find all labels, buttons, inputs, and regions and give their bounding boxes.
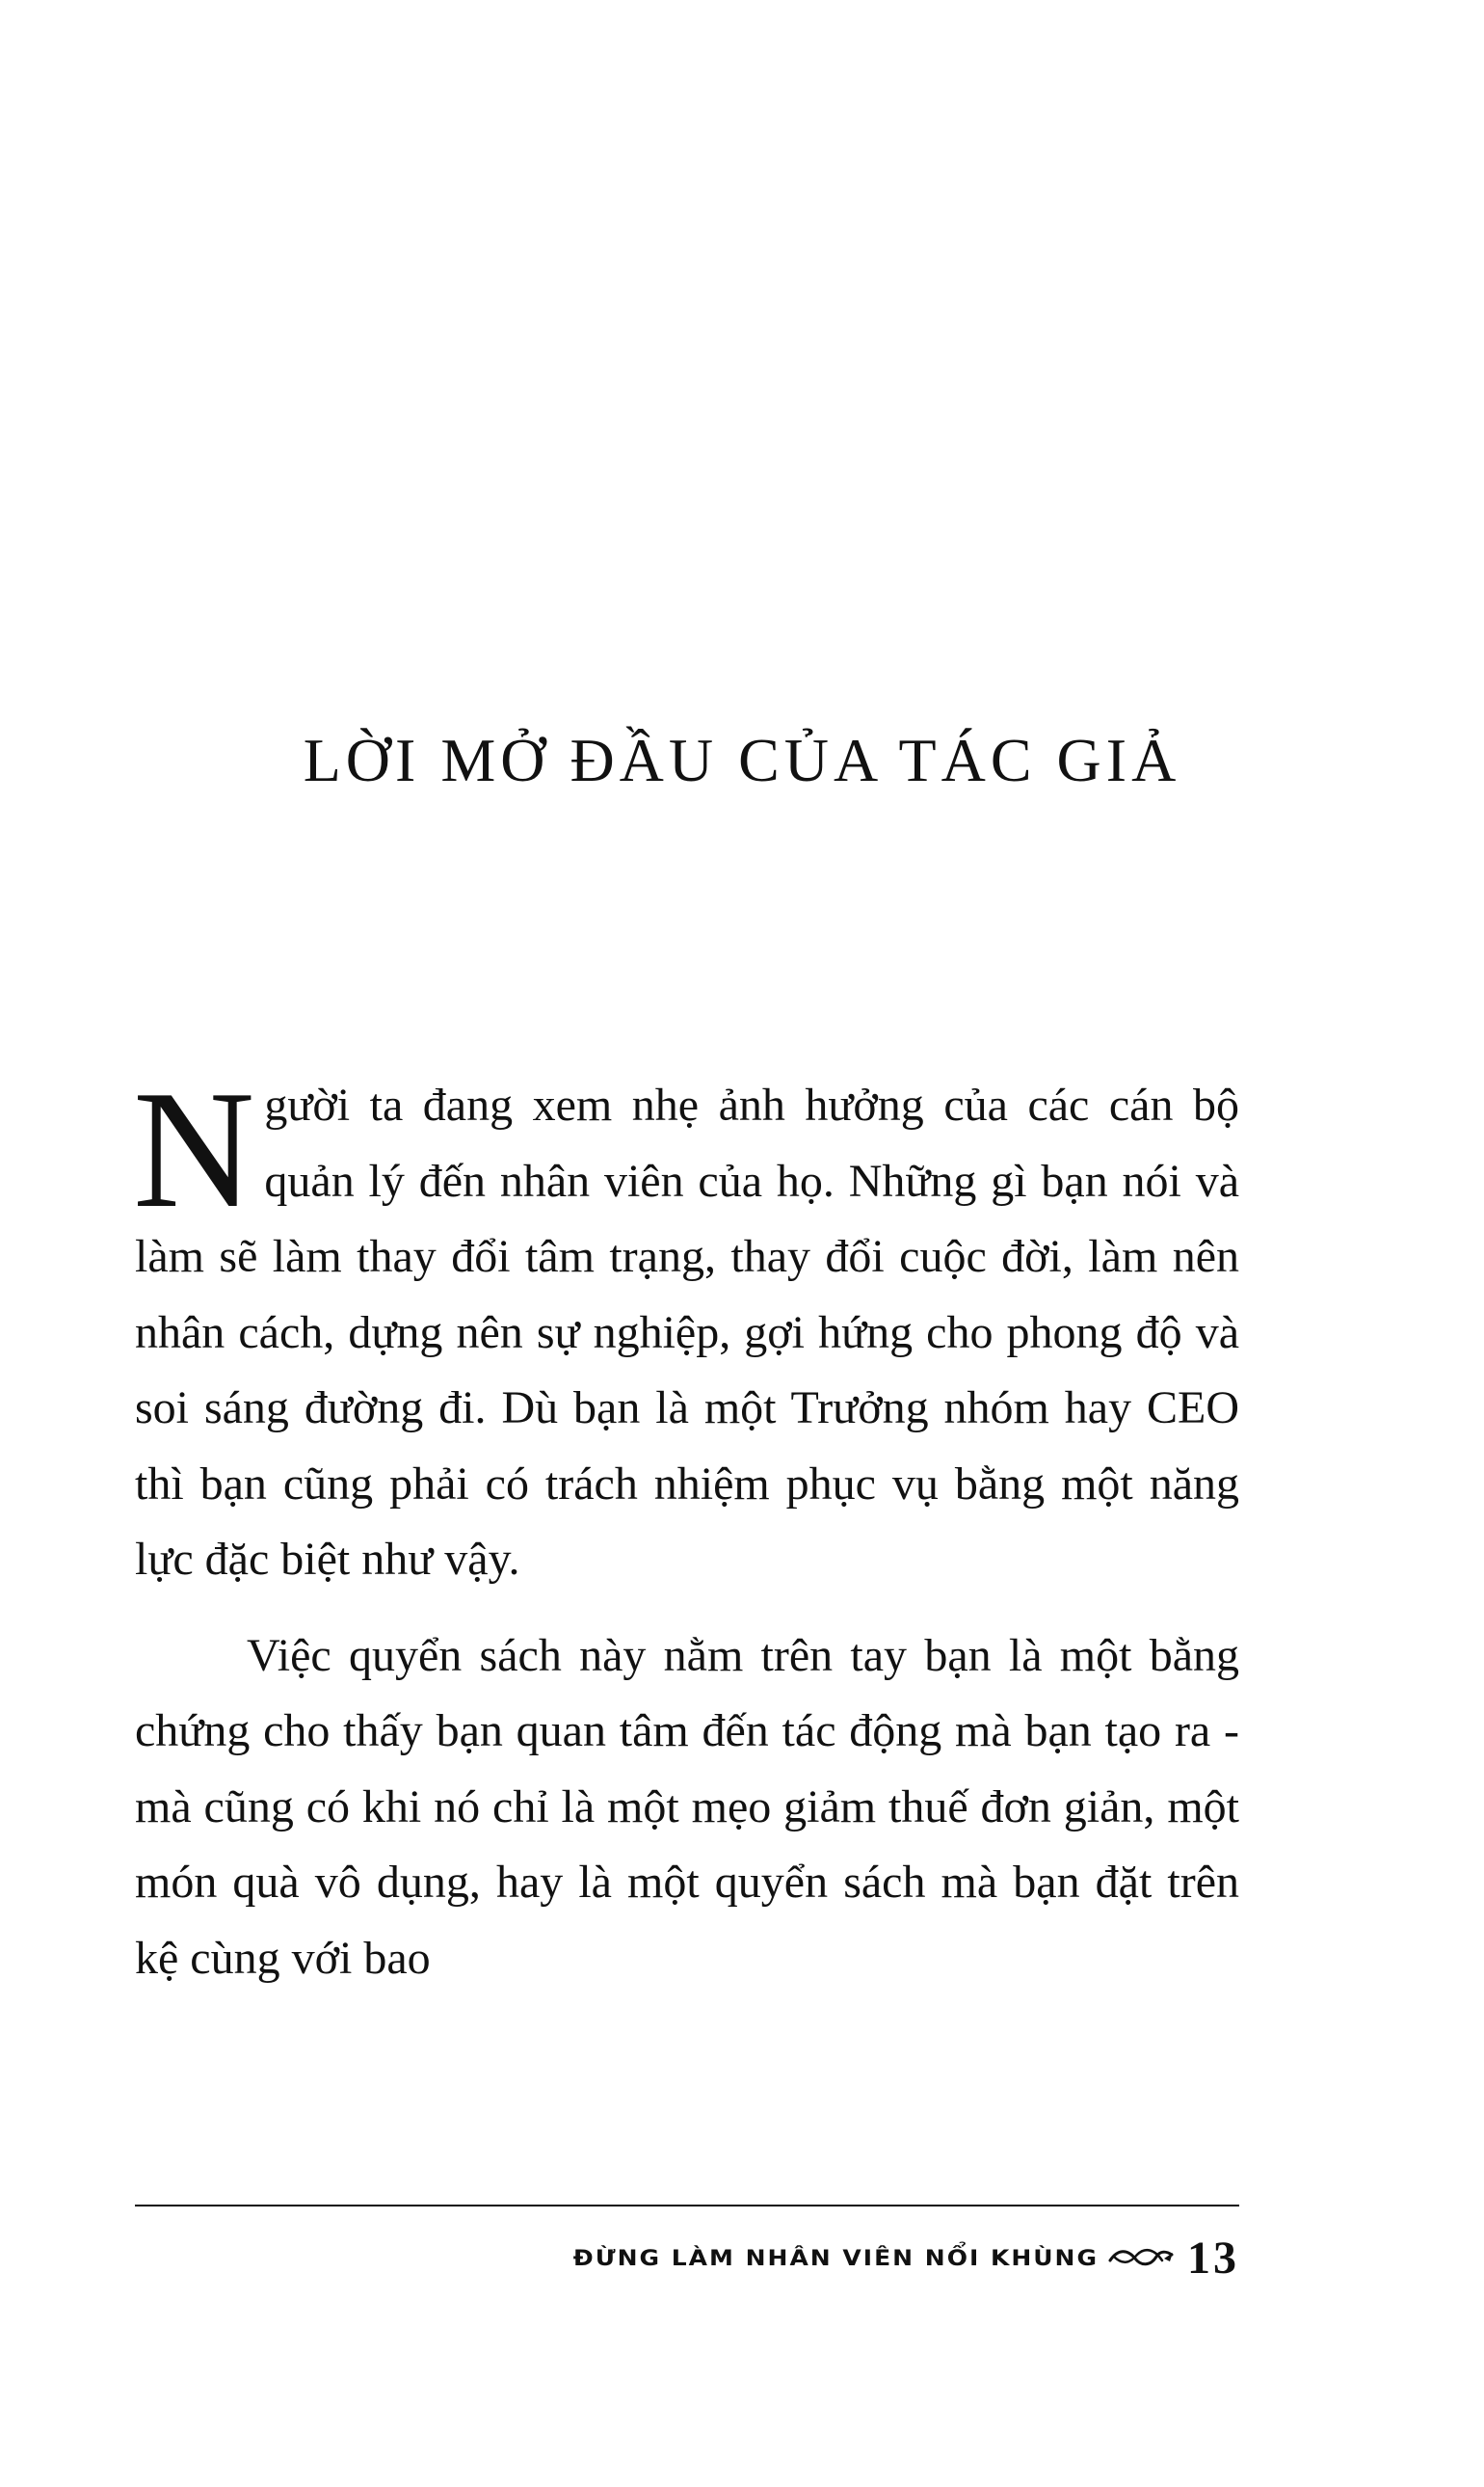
body-text: [133, 1056, 1239, 1996]
chapter-title: LỜI MỞ ĐẦU CỦA TÁC GIẢ: [303, 726, 1181, 794]
page-number: 13: [1187, 2232, 1239, 2284]
page-footer: [135, 2229, 1239, 2286]
swirl-ornament-icon: [1108, 2243, 1176, 2272]
drop-cap: N: [133, 1056, 255, 1243]
paragraph-1: [133, 1056, 1239, 1598]
paragraph-1-text: gười ta đang xem nhẹ ảnh hưởng của các cán bộ quản lý đến nhân viên của họ. Những gì bạn nói và làm sẽ làm thay đổi tâm trạng, thay đổi cuộc đời, làm nên nhân cách, dựng nên sự nghiệp, gợi hứng cho phong độ và soi sáng đường đi. Dù bạn là một Trưởng nhóm hay CEO thì bạn cũng phải có trách nhiệm phục vụ bằng một năng lực đặc biệt như vậy.: [135, 1080, 1239, 1585]
paragraph-2: Việc quyển sách này nằm trên tay bạn là một bằng chứng cho thấy bạn quan tâm đến tác động mà bạn tạo ra - mà cũng có khi nó chỉ là một mẹo giảm thuế đơn giản, một món quà vô dụng, hay là một quyển sách mà bạn đặt trên kệ cùng với bao: [135, 1629, 1239, 1984]
running-title: ĐỪNG LÀM NHÂN VIÊN NỔI KHÙNG: [572, 2244, 1099, 2271]
footer-divider: [135, 2205, 1239, 2206]
